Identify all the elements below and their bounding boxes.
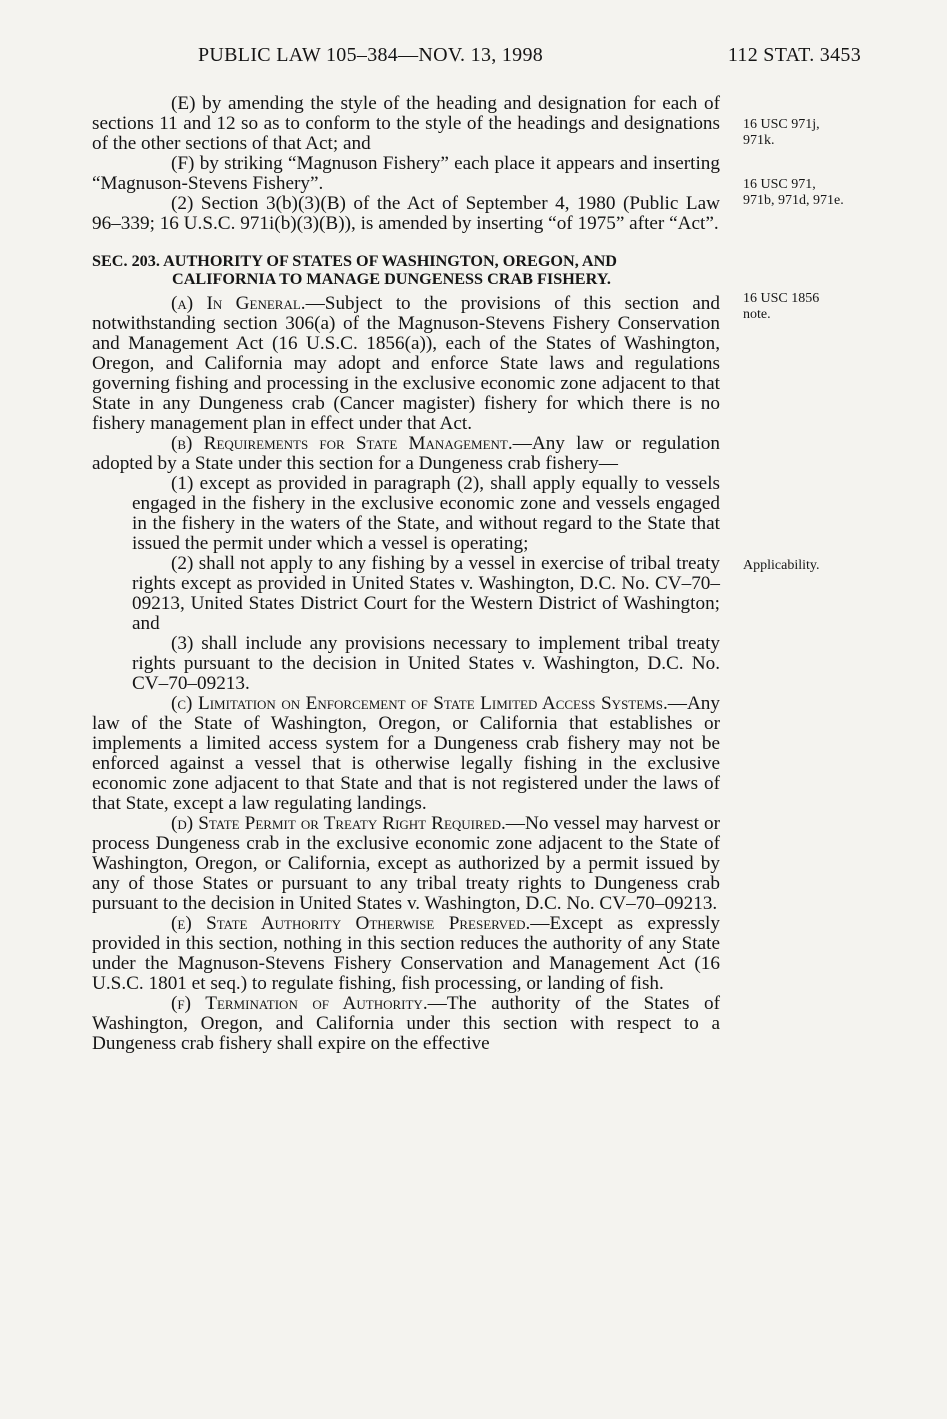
section-heading-line1: SEC. 203. AUTHORITY OF STATES OF WASHINGTON, OREGON, AND	[92, 252, 617, 270]
subsection-a-text: Subject to the provisions of this section and notwithstanding section 306(a) of the Magnuson-Stevens Fishery Conservation and Management Act (16 U.S.C. 1856(a)), each of the States of Washington, Oregon, and California may adopt and enforce State laws and regulations governing fishing and processing in the exclusive economic zone adjacent to that State in any Dungeness crab (Cancer magister) fishery for which there is no fishery management plan in effect under that Act.	[92, 293, 720, 434]
subsection-d-heading: (d) State Permit or Treaty Right Required.—	[171, 813, 525, 834]
subsection-c-heading: (c) Limitation on Enforcement of State Limited Access Systems.—	[171, 693, 687, 714]
subsection-d-text: No vessel may harvest or process Dungeness crab in the exclusive economic zone adjacent to the State of Washington, Oregon, or California, except as authorized by a permit issued by any of those States or pursuant to any tribal treaty rights to Dungeness crab pursuant to the decision in United States v. Washington, D.C. No. CV–70–09213.	[92, 813, 720, 914]
paragraph-b1: (1) except as provided in paragraph (2), shall apply equally to vessels engaged in the fishery in the exclusive economic zone and vessels engaged in the fishery in the waters of the State, and without regard to the State that issued the permit under which a vessel is operating;	[132, 473, 720, 554]
paragraph-b3: (3) shall include any provisions necessary to implement tribal treaty rights pursuant to the decision in United States v. Washington, D.C. No. CV–70–09213.	[132, 633, 720, 694]
subsection-c-text: Any law of the State of Washington, Oregon, or California that establishes or implements a limited access system for a Dungeness crab fishery may not be enforced against a vessel that is otherwise legally fishing in the exclusive economic zone adjacent to that State and that is not registered under the laws of that State, except a law regulating landings.	[92, 693, 720, 814]
paragraph-b2: (2) shall not apply to any fishing by a vessel in exercise of tribal treaty rights except as provided in United States v. Washington, D.C. No. CV–70–09213, United States District Court for the Western District of Washington; and	[132, 553, 720, 634]
subsection-e-heading: (e) State Authority Otherwise Preserved.—	[171, 913, 550, 934]
subsection-e	[92, 914, 720, 994]
subsection-f	[92, 994, 720, 1054]
subsection-f-text: The authority of the States of Washington, Oregon, and California under this section with respect to a Dungeness crab fishery shall expire on the effective	[92, 993, 720, 1054]
margin-note-usc-971: 16 USC 971, 971b, 971d, 971e.	[743, 177, 844, 208]
paragraph-e: (E) by amending the style of the heading and designation for each of sections 11 and 12 so as to conform to the style of the headings and designations of the other sections of that Act; and	[92, 93, 720, 154]
subsection-b-paragraphs	[92, 474, 720, 694]
section-heading	[92, 252, 720, 288]
subsection-e-text: Except as expressly provided in this section, nothing in this section reduces the authority of any State under the Magnuson-Stevens Fishery Conservation and Management Act (16 U.S.C. 1801 et seq.) to regulate fishing, fish processing, or landing of fish.	[92, 913, 720, 994]
margin-note-usc-1856: 16 USC 1856 note.	[743, 291, 820, 322]
running-header-page: 112 STAT. 3453	[727, 44, 861, 66]
subsection-a-heading: (a) In General.—	[171, 293, 325, 314]
subsection-b-text: Any law or regulation adopted by a State under this section for a Dungeness crab fishery—	[92, 433, 720, 474]
subsection-d	[92, 814, 720, 914]
subsection-b-heading: (b) Requirements for State Management.—	[171, 433, 532, 454]
subsection-a	[92, 294, 720, 434]
margin-note-applicability: Applicability.	[743, 558, 820, 573]
subsection-c	[92, 694, 720, 814]
margin-note-usc-971j: 16 USC 971j, 971k.	[743, 117, 820, 148]
subsection-f-heading: (f) Termination of Authority.—	[171, 993, 447, 1014]
running-header-law: PUBLIC LAW 105–384—NOV. 13, 1998	[198, 44, 544, 66]
paragraph-f: (F) by striking “Magnuson Fishery” each place it appears and inserting “Magnuson-Stevens Fishery”.	[92, 153, 720, 194]
subsection-b	[92, 434, 720, 474]
section-heading-line2: CALIFORNIA TO MANAGE DUNGENESS CRAB FISHERY.	[172, 270, 611, 288]
paragraph-2: (2) Section 3(b)(3)(B) of the Act of September 4, 1980 (Public Law 96–339; 16 U.S.C. 971i(b)(3)(B)), is amended by inserting “of 1975” after “Act”.	[92, 193, 720, 234]
main-text	[92, 94, 720, 1054]
